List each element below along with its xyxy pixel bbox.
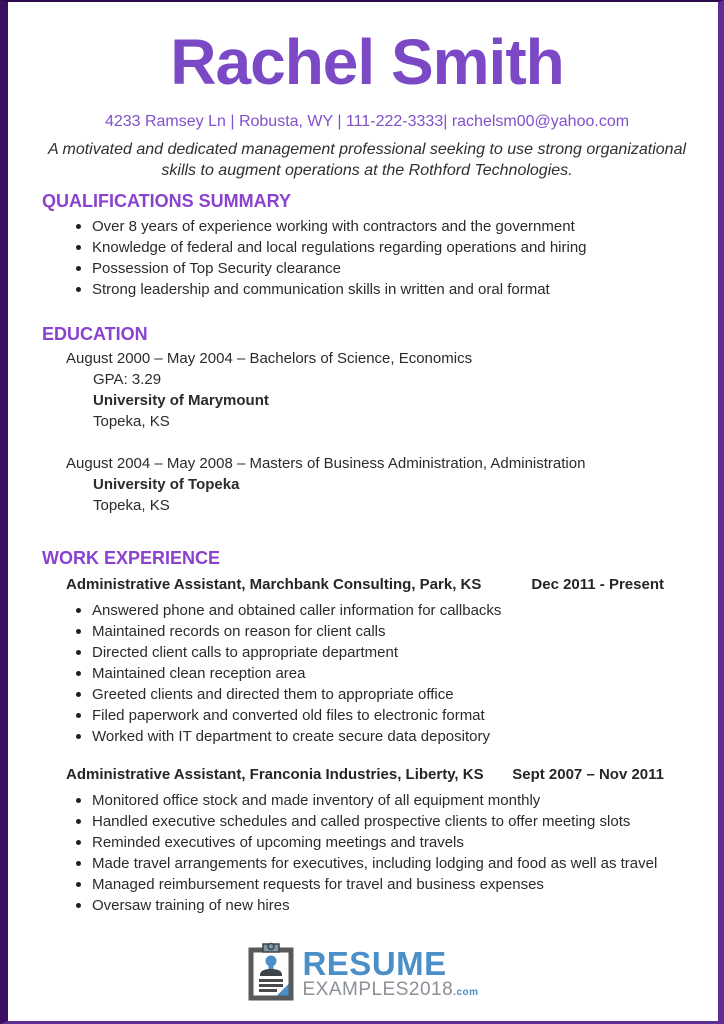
list-item: Maintained clean reception area (74, 663, 692, 684)
education-dates-degree: August 2004 – May 2008 – Masters of Business Administration, Administration (66, 455, 586, 473)
job-header (66, 764, 692, 785)
list-item: Oversaw training of new hires (74, 895, 692, 916)
education-entry (42, 348, 692, 432)
list-item: Managed reimbursement requests for travel and business expenses (74, 874, 692, 895)
job-entry (42, 574, 692, 747)
contact-line: 4233 Ramsey Ln | Robusta, WY | 111-222-3333| rachelsm00@yahoo.com (104, 113, 630, 131)
job-title: Administrative Assistant, Franconia Industries, Liberty, KS (66, 766, 484, 784)
list-item: Maintained records on reason for client calls (74, 621, 692, 642)
education-dates-degree: August 2000 – May 2004 – Bachelors of Science, Economics (66, 350, 473, 368)
list-item: Strong leadership and communication skills in written and oral format (74, 279, 692, 300)
objective-summary: A motivated and dedicated management professional seeking to use strong organizational skills to augment operations at the Rothford Technologies. (47, 141, 687, 180)
job-header (66, 574, 692, 595)
list-item: Worked with IT department to create secure data depository (74, 726, 692, 747)
list-item: Handled executive schedules and called prospective clients to offer meeting slots (74, 811, 692, 832)
logo-word-examples (302, 980, 478, 1000)
work-experience-heading: WORK EXPERIENCE (42, 548, 221, 569)
job-entry (42, 764, 692, 916)
education-school: University of Topeka (93, 476, 240, 494)
education-school: University of Marymount (93, 392, 269, 410)
resume-content (8, 28, 718, 916)
qualifications-heading: QUALIFICATIONS SUMMARY (42, 191, 291, 212)
logo-word-examples-text: EXAMPLES2018 (302, 978, 454, 1000)
section-education (42, 324, 692, 516)
list-item: Monitored office stock and made inventory of all equipment monthly (74, 790, 692, 811)
resume-examples-logo (8, 942, 718, 1007)
qualifications-list (74, 216, 692, 300)
list-item: Made travel arrangements for executives, including lodging and food as well as travel (74, 853, 692, 874)
list-item: Possession of Top Security clearance (74, 258, 692, 279)
list-item: Greeted clients and directed them to appropriate office (74, 684, 692, 705)
education-location: Topeka, KS (93, 497, 170, 515)
job-duties-list (74, 600, 692, 747)
job-dates: Sept 2007 – Nov 2011 (512, 766, 664, 784)
list-item: Directed client calls to appropriate department (74, 642, 692, 663)
clipboard-person-icon (247, 942, 295, 1007)
resume-header (42, 28, 692, 181)
logo-com-suffix: .com (453, 986, 479, 998)
job-dates: Dec 2011 - Present (531, 576, 664, 594)
list-item: Filed paperwork and converted old files to electronic format (74, 705, 692, 726)
list-item: Answered phone and obtained caller information for callbacks (74, 600, 692, 621)
education-heading: EDUCATION (42, 324, 148, 345)
education-location: Topeka, KS (93, 413, 170, 431)
education-gpa: GPA: 3.29 (93, 371, 162, 389)
section-work-experience (42, 548, 692, 916)
logo-word-resume: RESUME (302, 945, 447, 983)
list-item: Reminded executives of upcoming meetings and travels (74, 832, 692, 853)
education-entry (42, 453, 692, 516)
section-qualifications (42, 191, 692, 300)
job-duties-list (74, 790, 692, 916)
list-item: Over 8 years of experience working with contractors and the government (74, 216, 692, 237)
job-title: Administrative Assistant, Marchbank Consulting, Park, KS (66, 576, 482, 594)
page-title: Rachel Smith (170, 26, 564, 98)
list-item: Knowledge of federal and local regulations regarding operations and hiring (74, 237, 692, 258)
logo-text (302, 945, 479, 1000)
